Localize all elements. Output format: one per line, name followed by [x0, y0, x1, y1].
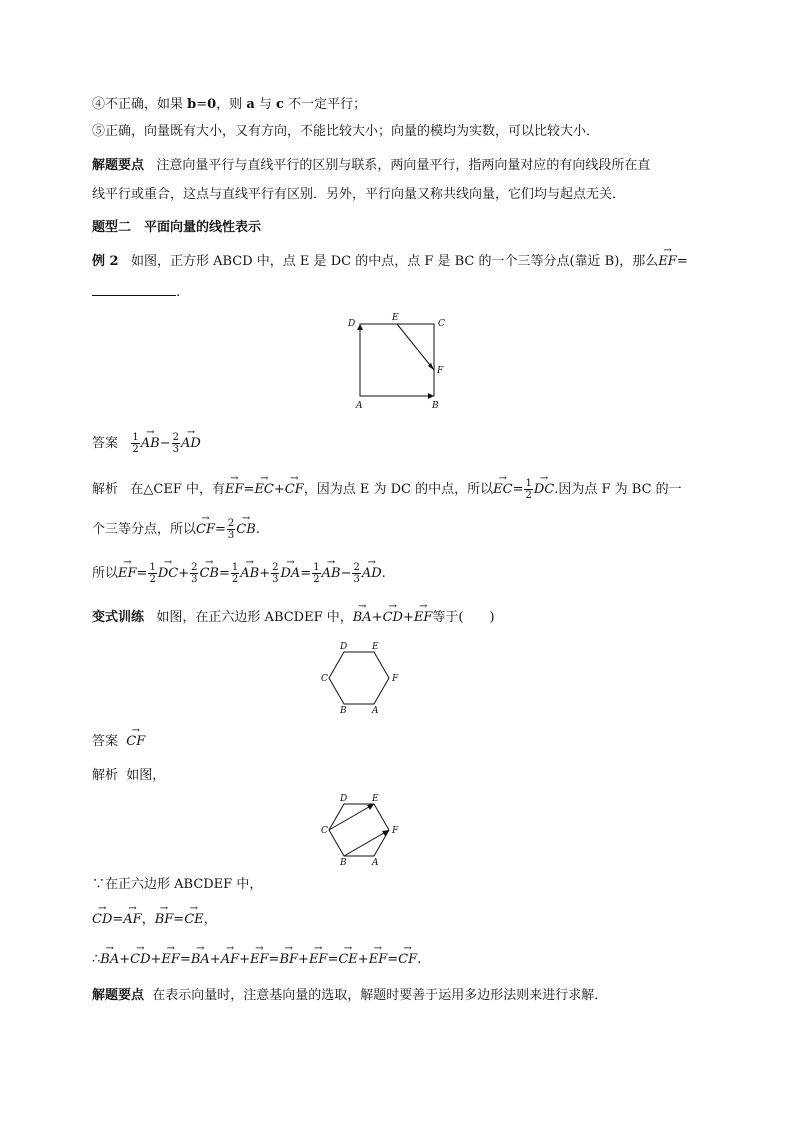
answer-blank: .	[92, 283, 180, 303]
label-A: A	[356, 401, 363, 411]
answer-label: 答案	[92, 436, 119, 451]
square-figure	[340, 308, 460, 414]
hex1-A: A	[372, 706, 379, 716]
solution-2: 解析 如图，	[92, 768, 166, 783]
example-text: 如图，正方形 ABCD 中，点 E 是 DC 的中点，点 F 是 BC 的一个三等分点(靠近 B)，那么	[130, 254, 659, 269]
key-point-1-line2: 线平行或重合，这点与直线平行有区别．另外，平行向量又称共线向量，它们均与起点无关．	[92, 187, 626, 202]
section-heading: 题型二 平面向量的线性表示	[92, 220, 262, 235]
hex2-B: B	[340, 858, 347, 868]
since-line: ∵在正六边形 ABCDEF 中，	[92, 877, 263, 892]
variant-label: 变式训练	[92, 610, 145, 625]
hex1-F: F	[392, 674, 399, 684]
label-C: C	[438, 319, 445, 329]
hexagon-figure-1	[318, 640, 408, 716]
hex2-C: C	[321, 826, 328, 836]
solution-line-3: 所以→ EF= $\frac{1}{2}$ → DC+ $\frac{2}{3}$ → CB= $\frac{1}{2}$ → AB+ $\frac{2}{3}$ → DA= $\frac{1}{2}$ → AB− $\frac{2}{3}$ → AD.	[92, 562, 386, 585]
variant-training: 变式训练 如图，在正六边形 ABCDEF 中，→ BA+→ CD+→ EF等于( )	[92, 608, 495, 628]
answer-2: 答案 → CF	[92, 732, 145, 752]
label-B: B	[432, 401, 439, 411]
conclusion: ∴→ BA+→ CD+→ EF=→ BA+→ AF+→ EF=→ BF+→ EF=→ CE+→ EF=→ CF.	[92, 950, 421, 970]
hex1-B: B	[340, 706, 347, 716]
hex2-E: E	[372, 794, 379, 804]
label-F: F	[437, 366, 444, 376]
statement-4: ④不正确，如果 b=0，则 a 与 c 不一定平行；	[92, 97, 367, 112]
example-label: 例 2	[92, 254, 119, 269]
label-E: E	[392, 313, 399, 323]
key-point-1-line1	[92, 156, 650, 176]
hex1-E: E	[372, 642, 379, 652]
hex2-F: F	[392, 826, 399, 836]
hex1-D: D	[340, 642, 348, 652]
statement-5: ⑤正确，向量既有大小，又有方向，不能比较大小；向量的模均为实数，可以比较大小．	[92, 124, 600, 139]
example-2: 例 2 如图，正方形 ABCD 中，点 E 是 DC 的中点，点 F 是 BC 的一个三等分点(靠近 B)，那么→ EF=	[92, 252, 688, 272]
solution-label: 解析	[92, 482, 119, 497]
answer-1: 答案 $\frac{1}{2}$ → AB− $\frac{2}{3}$ → AD	[92, 432, 201, 455]
key-point-text: 注意向量平行与直线平行的区别与联系，两向量平行，指两向量对应的有向线段所在直	[156, 158, 651, 173]
key-point-2: 解题要点 在表示向量时，注意基向量的选取，解题时要善于运用多边形法则来进行求解．	[92, 988, 608, 1003]
hex2-A: A	[372, 858, 379, 868]
hex2-D: D	[340, 794, 348, 804]
key-point-label: 解题要点	[92, 158, 145, 173]
label-D: D	[348, 319, 356, 329]
hex1-C: C	[321, 674, 328, 684]
solution-line-1: 解析 在△CEF 中，有→ EF=→ EC+→ CF，因为点 E 为 DC 的中点，所以→ EC= $\frac{1}{2}$ → DC.因为点 F 为 BC 的一	[92, 478, 682, 501]
solution-line-2: 个三等分点，所以→ CF= $\frac{2}{3}$ → CB.	[92, 518, 260, 541]
hexagon-figure-2	[318, 792, 408, 868]
equal-vectors: → CD=→ AF，→ BF=→ CE，	[92, 910, 217, 930]
